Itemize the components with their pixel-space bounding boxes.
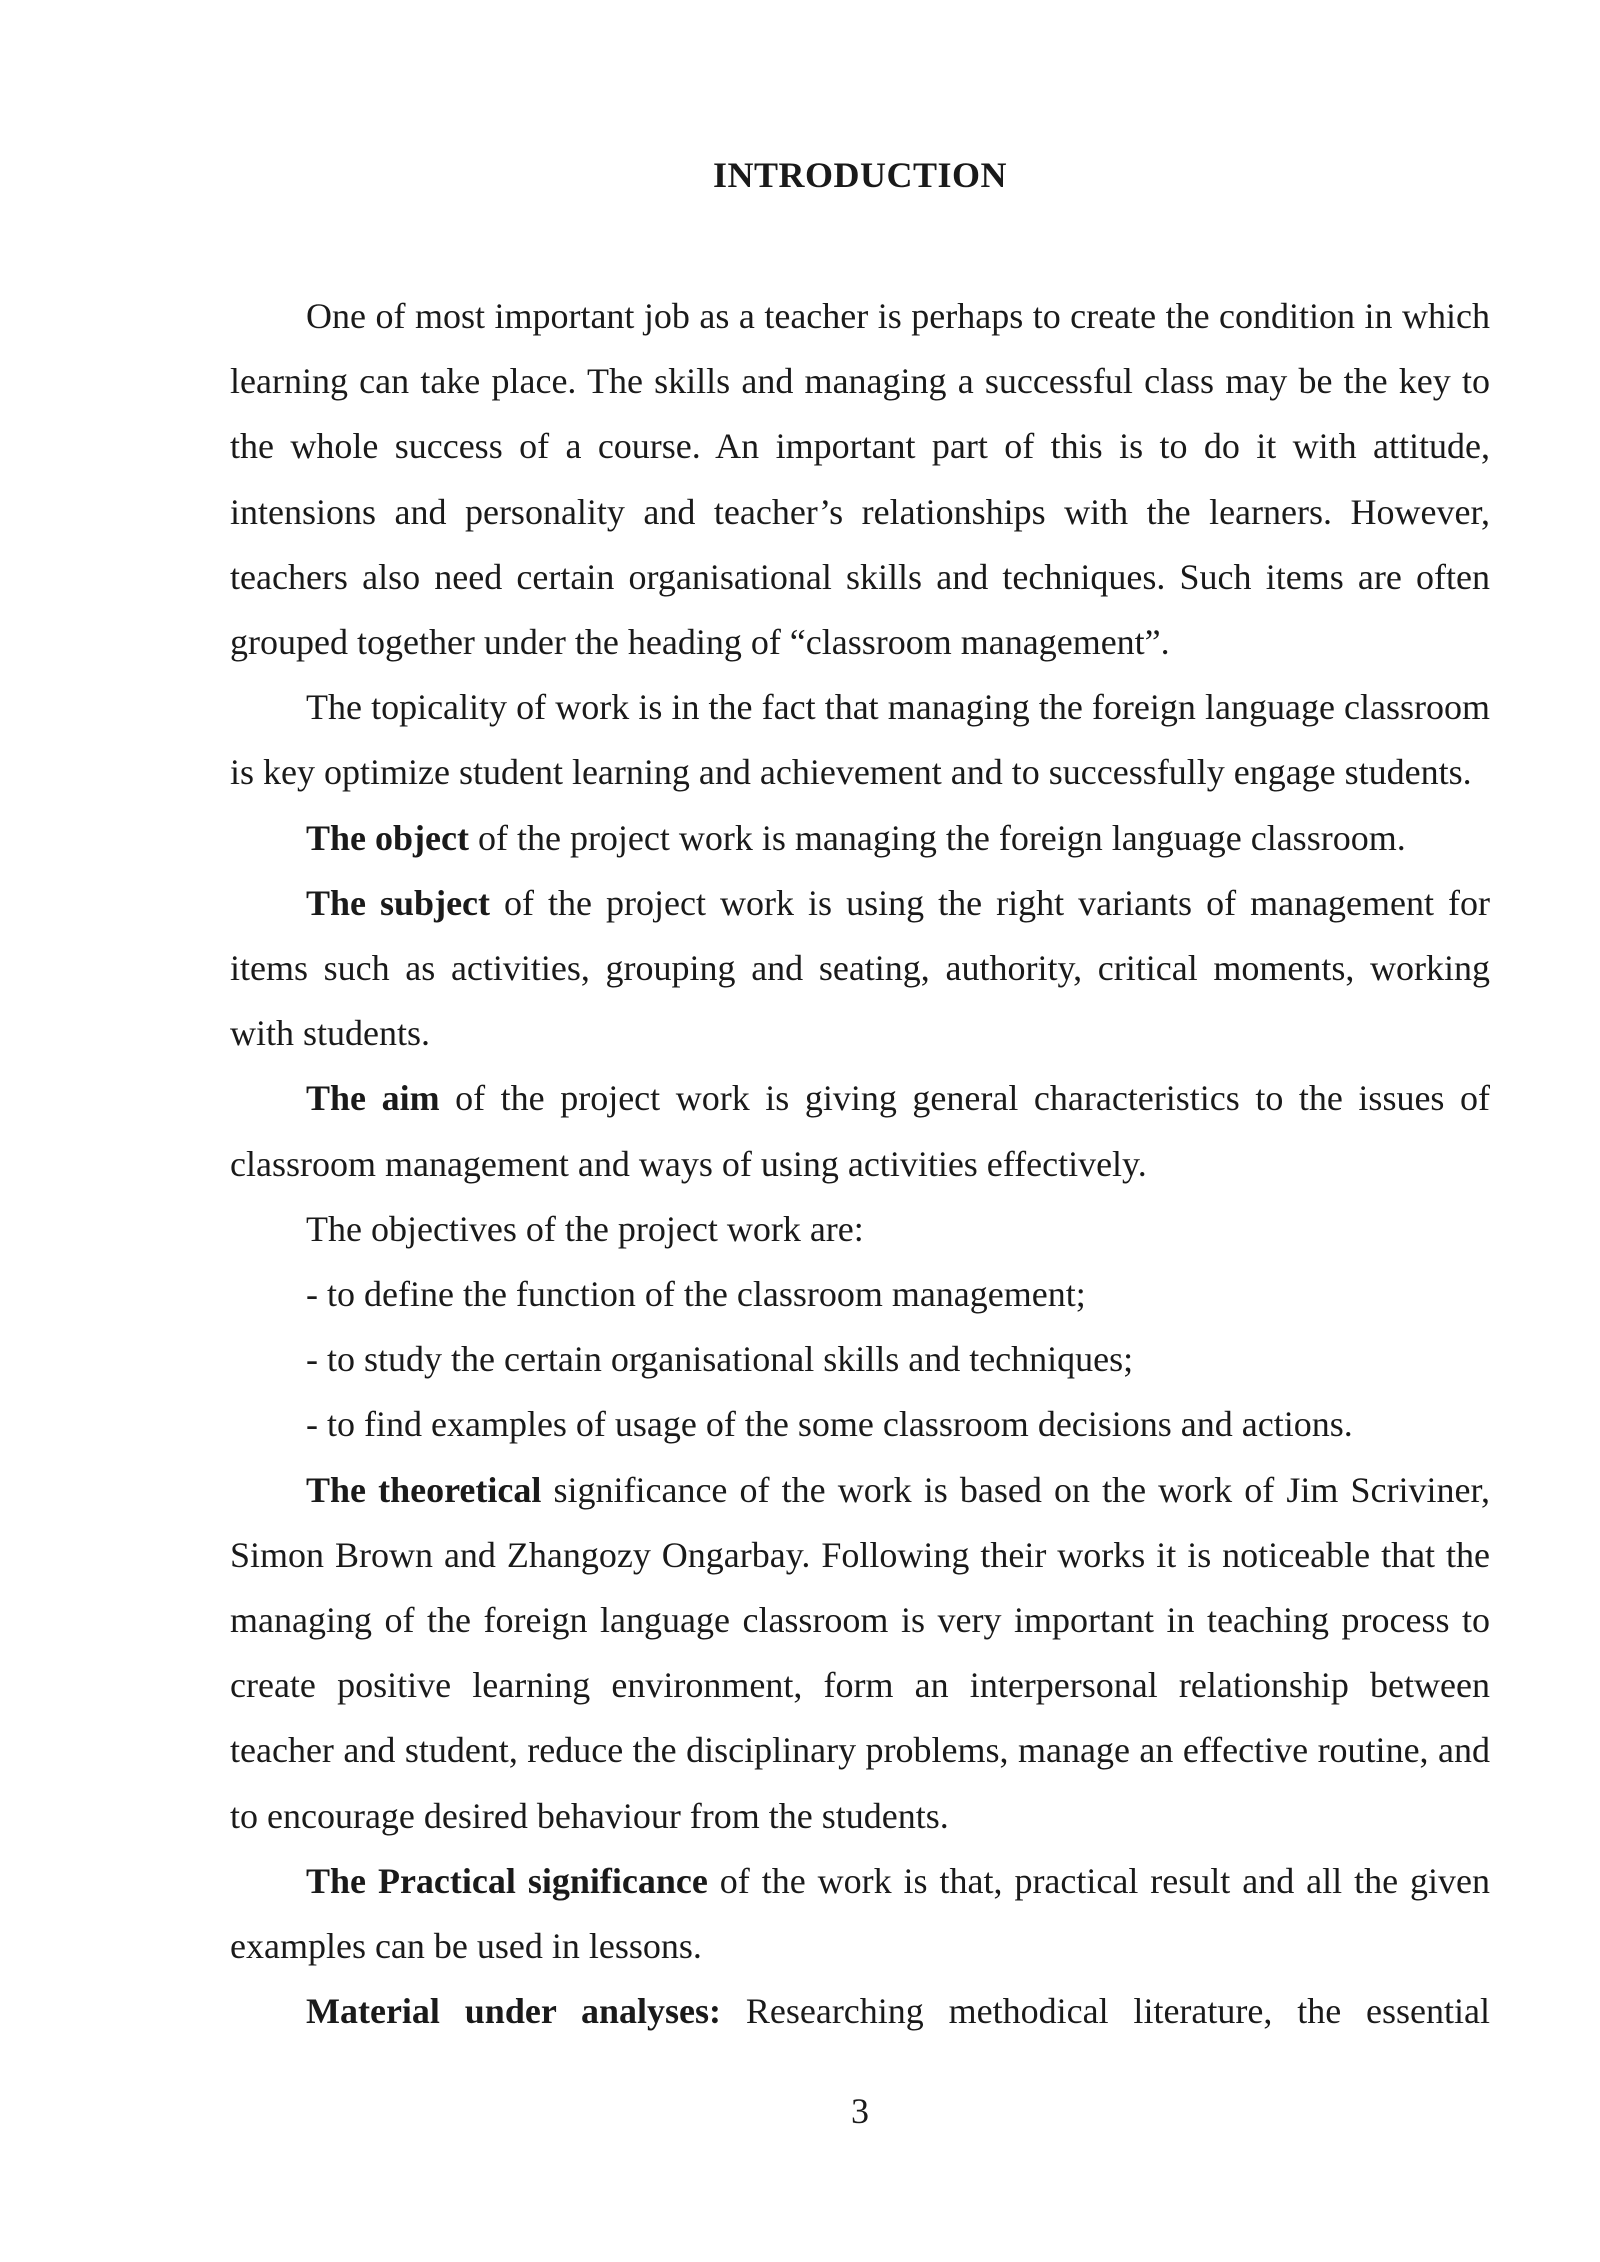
material-text: Researching methodical literature, the essential [721, 1991, 1490, 2032]
material-heading: Material under analyses: [306, 1991, 722, 2032]
paragraph-object [230, 806, 1490, 871]
object-text: of the project work is managing the foreign language classroom. [468, 817, 1406, 858]
objective-item: - to define the function of the classroom management; [306, 1274, 1086, 1315]
subject-text: of the project work is using the right variants of management for items such as activities, grouping and seating, authority, critical moments, working with students. [230, 882, 1491, 1054]
theoretical-heading: The theoretical [306, 1469, 542, 1510]
paragraph-objectives-intro: The objectives of the project work are: [306, 1208, 864, 1249]
paragraph-intro: One of most important job as a teacher is perhaps to create the condition in which learning can take place. The skills and managing a successful class may be the key to the whole success of a course. An important part of this is to do it with attitude, intensions and personality and teacher’s relationships with the learners. However, teachers also need certain organisational skills and techniques. Such items are often grouped together under the heading of “classroom management”. [230, 296, 1490, 663]
paragraph-topicality: The topicality of work is in the fact that managing the foreign language classroom is key optimize student learning and achievement and to successfully engage students. [230, 687, 1490, 793]
paragraph-subject [230, 871, 1490, 1067]
paragraph-practical [230, 1849, 1490, 1979]
document-body [230, 284, 1490, 2044]
paragraph-material [230, 1979, 1490, 2044]
aim-heading: The aim [306, 1078, 440, 1119]
subject-heading: The subject [306, 882, 491, 923]
objective-item: - to study the certain organisational skills and techniques; [306, 1339, 1134, 1380]
object-heading: The object [306, 817, 469, 858]
paragraph-aim [230, 1066, 1490, 1196]
objective-item: - to find examples of usage of the some classroom decisions and actions. [306, 1404, 1353, 1445]
practical-text: of the work is that, practical result and all the given examples can be used in lessons. [230, 1860, 1490, 1967]
aim-text: of the project work is giving general characteristics to the issues of classroom management and ways of using activities effectively. [230, 1078, 1490, 1184]
paragraph-theoretical [230, 1458, 1490, 1849]
practical-heading: The Practical significance [306, 1860, 708, 1901]
page-number: 3 [851, 2091, 869, 2131]
page-title: INTRODUCTION [712, 155, 1008, 195]
theoretical-text: significance of the work is based on the work of Jim Scriviner, Simon Brown and Zhangozy Ongarbay. Following their works it is noticeable that the managing of the foreign language classroom is very important in teaching process to create positive learning environment, form an interpersonal relationship between teacher and student, reduce the disciplinary problems, manage an effective routine, and to encourage desired behaviour from the students. [230, 1469, 1490, 1836]
